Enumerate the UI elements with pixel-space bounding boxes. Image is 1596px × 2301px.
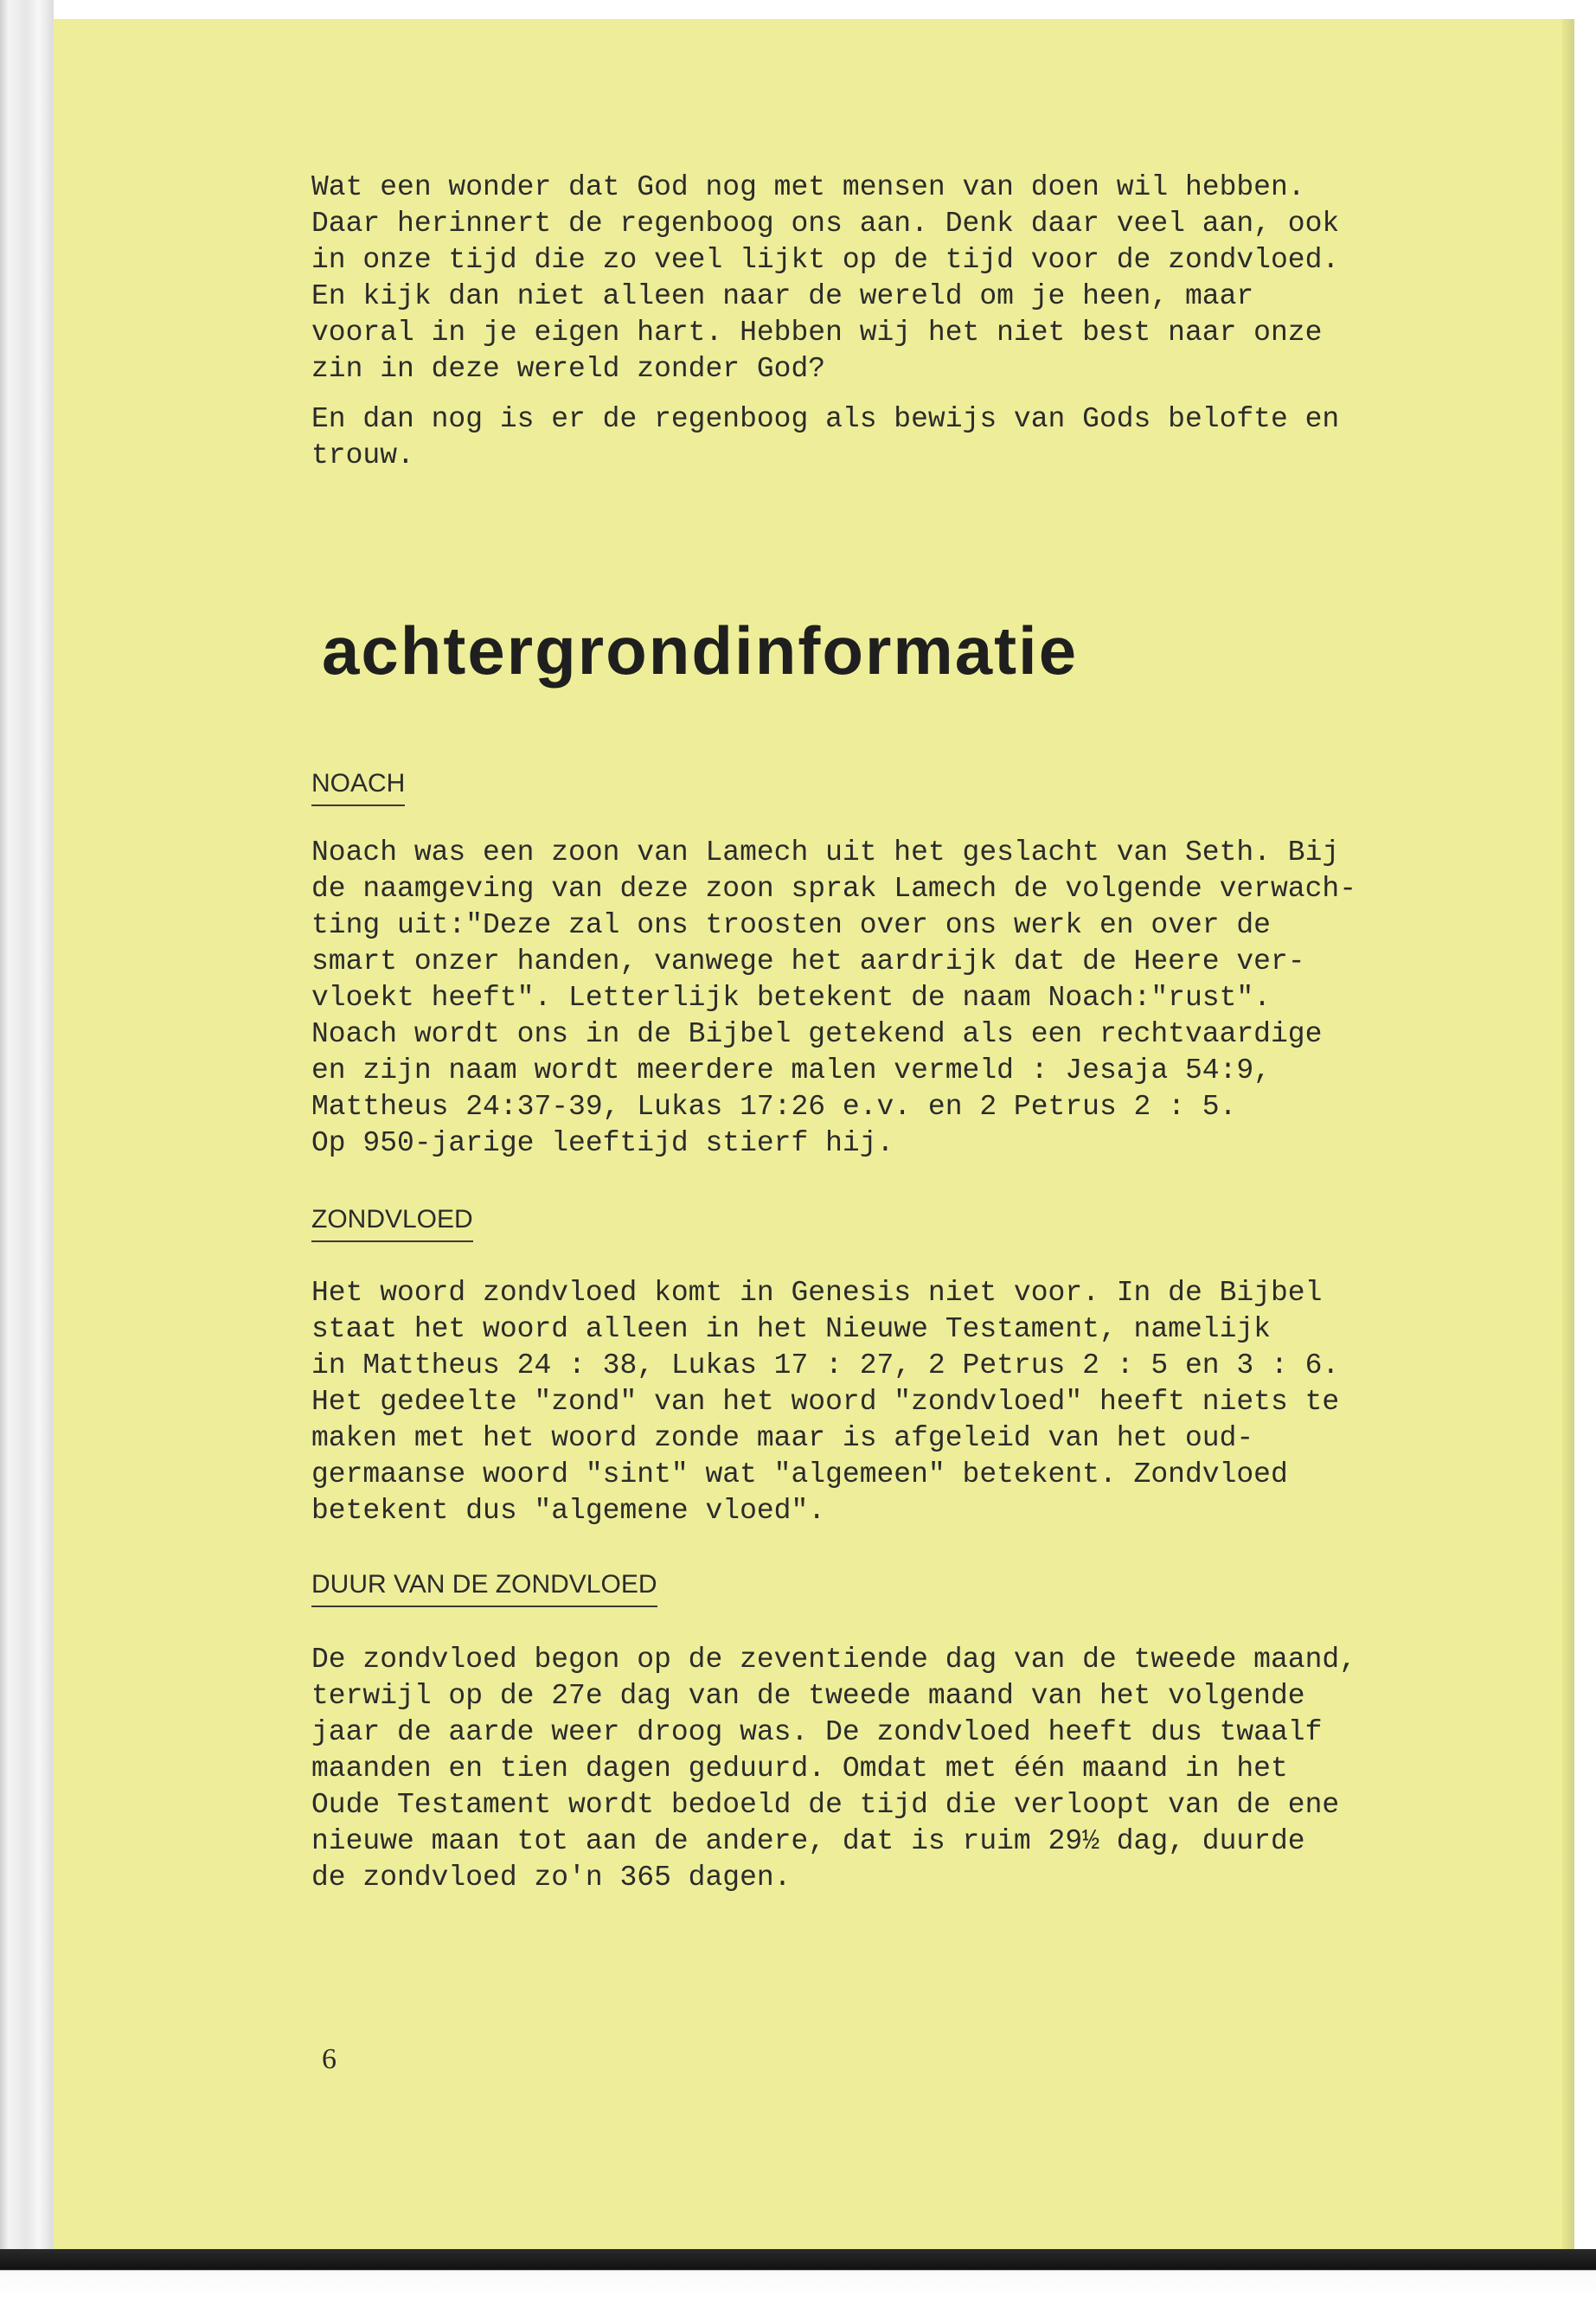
heading-zondvloed: ZONDVLOED bbox=[311, 1204, 473, 1242]
section-title: achtergrondinformatie bbox=[322, 612, 1079, 689]
page-right-shadow bbox=[1562, 19, 1574, 2277]
noach-paragraph: Noach was een zoon van Lamech uit het geslacht van Seth. Bij de naamgeving van deze zoon sprak Lamech de volgende verwach- ting uit:"Deze zal ons troosten over ons werk en over de smart onzer handen, vanwege het aardrijk dat de Heere ver- vloekt heeft". Letterlijk betekent de naam Noach:"rust". Noach wordt ons in de Bijbel getekend als een rechtvaardige en zijn naam wordt meerdere malen vermeld : Jesaja 54:9, Mattheus 24:37-39, Lukas 17:26 e.v. en 2 Petrus 2 : 5. Op 950-jarige leeftijd stierf hij. bbox=[311, 836, 1356, 1159]
duur-paragraph: De zondvloed begon op de zeventiende dag van de tweede maand, terwijl op de 27e dag van de tweede maand van het volgende jaar de aarde weer droog was. De zondvloed heeft dus twaalf maanden en tien dagen geduurd. Omdat met één maand in het Oude Testament wordt bedoeld de tijd die verloopt van de ene nieuwe maan tot aan de andere, dat is ruim 29½ dag, duurde de zondvloed zo'n 365 dagen. bbox=[311, 1644, 1356, 1894]
intro-paragraph-2: En dan nog is er de regenboog als bewijs van Gods belofte en trouw. bbox=[311, 403, 1340, 471]
page-number: 6 bbox=[322, 2043, 337, 2075]
book-bottom-edge bbox=[0, 2249, 1596, 2301]
heading-duur-van-de-zondvloed: DUUR VAN DE ZONDVLOED bbox=[311, 1569, 657, 1607]
book-page-edge bbox=[0, 0, 54, 2301]
zondvloed-paragraph: Het woord zondvloed komt in Genesis niet voor. In de Bijbel staat het woord alleen in het Nieuwe Testament, namelijk in Mattheus 24 : 38, Lukas 17 : 27, 2 Petrus 2 : 5 en 3 : 6. Het gedeelte "zond" van het woord "zondvloed" heeft niets te maken met het woord zonde maar is afgeleid van het oud- germaanse woord "sint" wat "algemeen" betekent. Zondvloed betekent dus "algemene vloed". bbox=[311, 1277, 1340, 1527]
heading-noach: NOACH bbox=[311, 768, 405, 806]
intro-paragraph-1: Wat een wonder dat God nog met mensen van doen wil hebben. Daar herinnert de regenboog ons aan. Denk daar veel aan, ook in onze tijd die zo veel lijkt op de tijd voor de zondvloed. En kijk dan niet alleen naar de wereld om je heen, maar vooral in je eigen hart. Hebben wij het niet best naar onze zin in deze wereld zonder God? bbox=[311, 171, 1340, 385]
